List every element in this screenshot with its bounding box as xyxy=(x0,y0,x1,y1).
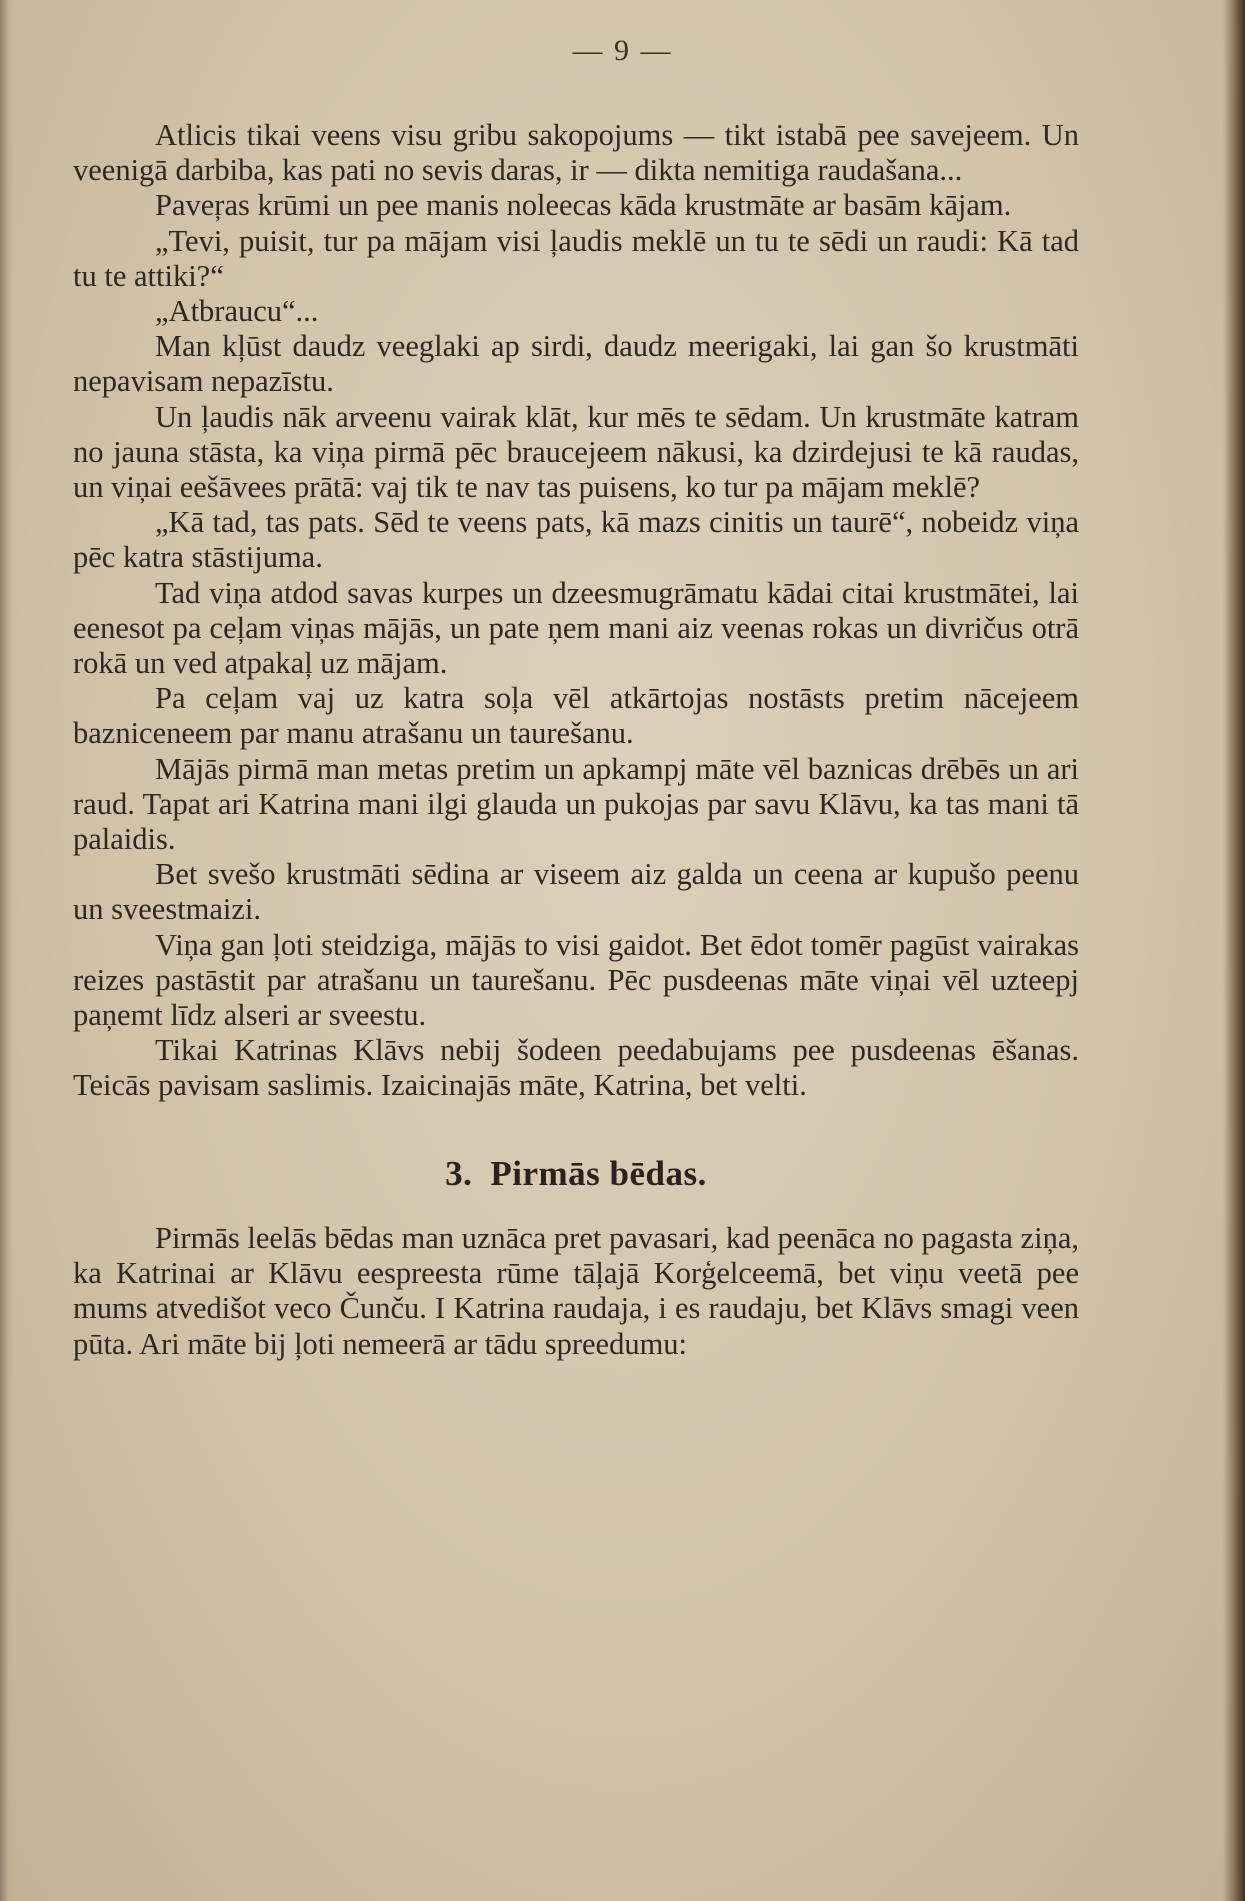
paragraph: Tikai Katrinas Klāvs nebij šodeen peedabujams pee pusdeenas ēšanas. Teicās pavisam saslimis. Izaicinajās māte, Katrina, bet velti. xyxy=(73,1033,1079,1103)
paragraph: Pirmās leelās bēdas man uznāca pret pavasari, kad peenāca no pagasta ziņa, ka Katrinai ar Klāvu eespreesta rūme tāļajā Korģelceemā, bet viņu veetā pee mums atvedišot veco Čunču. I Katrina raudaja, i es raudaju, bet Klāvs smagi veen pūta. Ari māte bij ļoti nemeerā ar tādu spreedumu: xyxy=(73,1220,1079,1361)
paragraph: „Tevi, puisit, tur pa mājam visi ļaudis meklē un tu te sēdi un raudi: Kā tad tu te attiki?“ xyxy=(73,223,1079,293)
section-title: Pirmās bēdas. xyxy=(490,1153,707,1193)
paragraph: „Kā tad, tas pats. Sēd te veens pats, kā mazs cinitis un taurē“, nobeidz viņa pēc katra stāstijuma. xyxy=(73,505,1079,575)
paragraph: Mājās pirmā man metas pretim un apkampj māte vēl baznicas drēbēs un ari raud. Tapat ari Katrina mani ilgi glauda un pukojas par savu Klāvu, ka tas mani tā palaidis. xyxy=(73,751,1079,857)
paragraph: Pa ceļam vaj uz katra soļa vēl atkārtojas nostāsts pretim nācejeem bazniceneem par manu atrašanu un taurešanu. xyxy=(73,681,1079,751)
text-block xyxy=(73,118,1079,1362)
paragraph: Man kļūst daudz veeglaki ap sirdi, daudz meerigaki, lai gan šo krustmāti nepavisam nepazīstu. xyxy=(73,329,1079,399)
page-left-edge xyxy=(0,0,14,1901)
paragraph: Paveŗas krūmi un pee manis noleecas kāda krustmāte ar basām kājam. xyxy=(155,188,1012,223)
paragraph: Bet svešo krustmāti sēdina ar viseem aiz galda un ceena ar kupušo peenu un sveestmaizi. xyxy=(73,857,1079,927)
section-heading xyxy=(73,1153,1079,1193)
paragraph: Un ļaudis nāk arveenu vairak klāt, kur mēs te sēdam. Un krustmāte katram no jauna stāsta, ka viņa pirmā pēc braucejeem nākusi, ka dzirdejusi te kā raudas, un viņai eešāvees prātā: vaj tik te nav tas puisens, ko tur pa mājam meklē? xyxy=(73,399,1079,505)
paragraph: Viņa gan ļoti steidziga, mājās to visi gaidot. Bet ēdot tomēr pagūst vairakas reizes pastāstit par atrašanu un taurešanu. Pēc pusdeenas māte viņai vēl uzteepj paņemt līdz alseri ar sveestu. xyxy=(73,927,1079,1033)
page-right-edge xyxy=(1223,0,1245,1901)
paragraph: Tad viņa atdod savas kurpes un dzeesmugrāmatu kādai citai krustmātei, lai eenesot pa ceļam viņas mājās, un pate ņem mani aiz veenas rokas un divričus otrā rokā un ved atpakaļ uz mājam. xyxy=(73,575,1079,681)
paragraph: Atlicis tikai veens visu gribu sakopojums — tikt istabā pee savejeem. Un veenigā darbiba, kas pati no sevis daras, ir — dikta nemitiga raudašana... xyxy=(73,118,1079,188)
paragraph: „Atbraucu“... xyxy=(155,294,319,329)
section-number: 3. xyxy=(445,1153,473,1193)
page-number: — 9 — xyxy=(572,34,673,67)
